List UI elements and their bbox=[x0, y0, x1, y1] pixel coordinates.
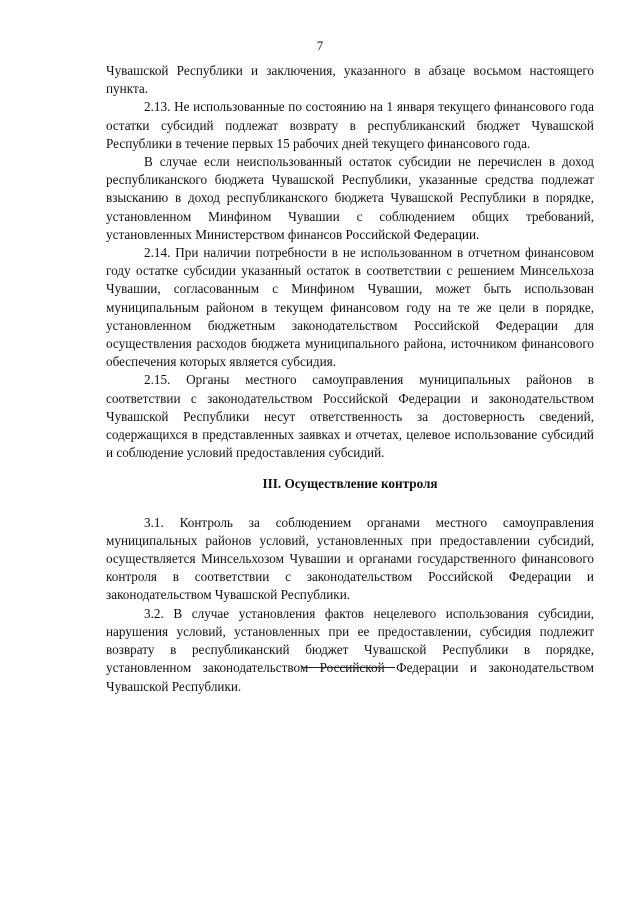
end-of-document-rule bbox=[303, 667, 395, 668]
paragraph-2-15: 2.15. Органы местного самоуправления муниципальных районов в соответствии с законодательством Российской Федерации и законодательством Чувашской Республики несут ответственность за достоверность сведений, содержащихся в представленных заявках и отчетах, целевое использование субсидий и соблюдение условий предоставления субсидий. bbox=[106, 372, 594, 461]
paragraph-continuation: Чувашской Республики и заключения, указанного в абзаце восьмом настоящего пункта. bbox=[106, 63, 594, 97]
section-title: III. Осуществление контроля bbox=[262, 476, 438, 492]
paragraph-3-1: 3.1. Контроль за соблюдением органами местного самоуправления муниципальных районов условий, установленных при предоставлении субсидий, осуществляется Минсельхозом Чувашии и органами государственного финансового контроля в соответствии с законодательством Российской Федерации и законодательством Чувашской Республики. bbox=[106, 514, 594, 603]
document-body bbox=[106, 62, 594, 696]
paragraph-2-14: 2.14. При наличии потребности в не использованном в отчетном финансовом году остатке субсидии указанный остаток в соответствии с решением Минсельхоза Чувашии, согласованным с Минфином Чувашии, может быть использован муниципальным районом в текущем финансовом году на те же цели в порядке, установленном бюджетным законодательством Российской Федерации для осуществления расходов бюджета муниципального района, источником финансового обеспечения которых является субсидия. bbox=[106, 245, 594, 370]
paragraph-2-13: 2.13. Не использованные по состоянию на 1 января текущего финансового года остатки субсидий подлежат возврату в республиканский бюджет Чувашской Республики в течение первых 15 рабочих дней текущего финансового года. bbox=[106, 99, 594, 151]
page-number: 7 bbox=[316, 38, 324, 53]
paragraph-2-13-unspent-balance: В случае если неиспользованный остаток субсидии не перечислен в доход республиканского бюджета Чувашской Республики, указанные средства подлежат взысканию в доход республиканского бюджета Чувашской Республики в порядке, установленном Минфином Чувашии с соблюдением общих требований, установленных Министерством финансов Российской Федерации. bbox=[106, 154, 594, 242]
paragraph-3-2: 3.2. В случае установления фактов нецелевого использования субсидии, нарушения условий, установленных при ее предоставлении, субсидия подлежит возврату в республиканский бюджет Чувашской Республики в порядке, установленном законодательством Российской Федерации и законодательством Чувашской Республики. bbox=[106, 605, 594, 694]
